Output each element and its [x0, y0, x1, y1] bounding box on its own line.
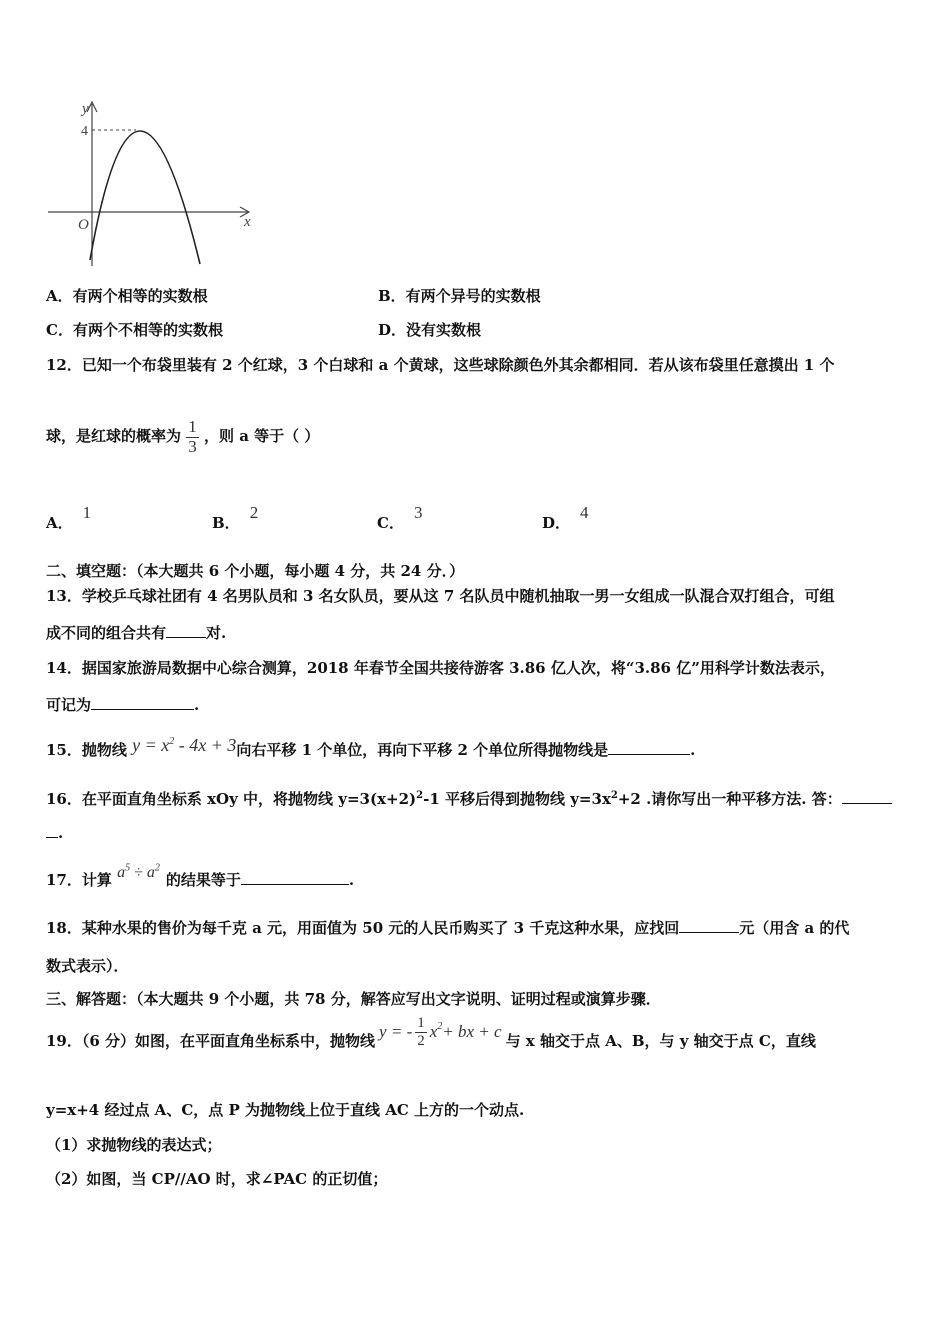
- q17-exp-a: 5: [125, 862, 131, 874]
- q12-option-a-label: A．: [46, 514, 73, 532]
- q15-formula: [132, 735, 236, 755]
- q19-formula-x: x: [429, 1022, 438, 1041]
- q17-answer-blank[interactable]: [241, 870, 349, 885]
- origin-label: O: [78, 217, 89, 233]
- q14-answer-blank[interactable]: [91, 695, 194, 710]
- q15-formula-exp: 2: [169, 736, 175, 747]
- q12-option-d-label: D．: [542, 514, 571, 532]
- q14-line2-prefix: 可记为: [46, 696, 92, 714]
- q18-answer-blank[interactable]: [679, 918, 739, 933]
- q12-line1: 12．已知一个布袋里装有 2 个红球，3 个白球和 a 个黄球，这些球除颜色外其余都相同．若从该布袋里任意摸出 1 个: [46, 356, 835, 374]
- q13-line1: 13．学校乒乓球社团有 4 名男队员和 3 名女队员，要从这 7 名队员中随机抽取一男一女组成一队混合双打组合，可组: [46, 587, 835, 605]
- q19-part1: （1）求抛物线的表达式；: [46, 1136, 222, 1154]
- q13-line2-suffix: 对.: [206, 624, 227, 642]
- q17-formula: [117, 864, 160, 881]
- q16-answer-blank-cont[interactable]: [46, 823, 58, 838]
- q12-option-c-value: 3: [413, 503, 423, 522]
- q17-prefix: 17．计算: [46, 871, 112, 889]
- section-2-heading: 二、填空题：（本大题共 6 个小题，每小题 4 分，共 24 分．）: [46, 562, 465, 580]
- q17-formula-op: ÷ a: [130, 864, 155, 881]
- q17-line: [46, 862, 355, 890]
- q19-suffix: 与 x 轴交于点 A、B，与 y 轴交于点 C，直线: [505, 1031, 816, 1050]
- q19-formula-y: y = -: [379, 1022, 413, 1041]
- q19-formula: [379, 1015, 502, 1049]
- q11-option-a: A．有两个相等的实数根: [46, 287, 208, 305]
- q15-suffix: .: [690, 741, 696, 759]
- q12-option-d-value: 4: [580, 503, 589, 522]
- q18-line1-prefix: 18．某种水果的售价为每千克 a 元，用面值为 50 元的人民币购买了 3 千克这种水果，应找回: [46, 919, 680, 937]
- q15-formula-pre: y = x: [132, 735, 170, 755]
- q18-line1: [46, 917, 849, 938]
- q13-answer-blank[interactable]: [166, 623, 206, 638]
- parabola-graph: [44, 98, 264, 270]
- q16-line2-suffix: .: [58, 824, 64, 842]
- q16-text-b: -1 平移后得到抛物线 y=3x: [423, 790, 611, 808]
- q11-option-c: C．有两个不相等的实数根: [46, 321, 223, 339]
- q16-line2: [46, 823, 63, 842]
- section-3-heading: 三、解答题：（本大题共 9 个小题，共 78 分，解答应写出文字说明、证明过程或演算步骤．: [46, 990, 661, 1008]
- fraction-denominator: 3: [188, 436, 197, 456]
- q19-line1: [46, 1017, 816, 1063]
- q18-line1-suffix: 元（用含 a 的代: [739, 919, 850, 937]
- q16-answer-blank[interactable]: [842, 789, 892, 804]
- y-axis-label: y: [82, 101, 89, 117]
- q18-line2: 数式表示）．: [46, 957, 129, 975]
- q19-prefix: 19．（6 分）如图，在平面直角坐标系中，抛物线: [46, 1031, 376, 1050]
- q12-option-d: [542, 503, 589, 533]
- q15-answer-blank[interactable]: [608, 740, 690, 755]
- q12-line2-suffix: ，则 a 等于（ ）: [203, 427, 320, 446]
- q12-option-a-value: 1: [82, 503, 92, 522]
- q12-option-c-label: C．: [377, 514, 404, 532]
- q19-formula-rest: + bx + c: [442, 1022, 502, 1041]
- q12-line2-prefix: 球，是红球的概率为: [46, 427, 182, 446]
- q14-line1: 14．据国家旅游局数据中心综合测算，2018 年春节全国共接待游客 3.86 亿人次，将“3.86 亿”用科学计数法表示，: [46, 659, 835, 677]
- fraction-numerator: 1: [188, 417, 197, 436]
- q13-line2-prefix: 成不同的组合共有: [46, 624, 167, 642]
- x-axis-label: x: [244, 214, 251, 230]
- q12-option-a: [46, 503, 92, 533]
- q14-line2-suffix: .: [194, 696, 200, 714]
- q17-suffix: .: [348, 871, 355, 889]
- q19-line2: y=x+4 经过点 A、C，点 P 为抛物线上位于直线 AC 上方的一个动点.: [46, 1101, 525, 1119]
- peak-value-label: 4: [81, 124, 88, 139]
- q12-option-b-value: 2: [249, 503, 259, 522]
- q16-exp2: 2: [610, 790, 618, 801]
- q16-exp1: 2: [416, 790, 424, 801]
- q17-formula-a: a: [117, 864, 126, 881]
- q17-exp-b: 2: [154, 862, 160, 874]
- q15-middle: 向右平移 1 个单位，再向下平移 2 个单位所得抛物线是: [236, 741, 609, 759]
- q15-line: [46, 735, 696, 760]
- q16-text-a: 16．在平面直角坐标系 xOy 中，将抛物线 y=3(x+2): [46, 790, 417, 808]
- q16-text-c: +2 .请你写出一种平移方法. 答：: [617, 790, 842, 808]
- q19-fraction-num: 1: [417, 1015, 425, 1031]
- q11-option-d: D．没有实数根: [378, 321, 482, 339]
- q19-formula-exp: 2: [437, 1020, 443, 1032]
- q12-option-b: [212, 503, 259, 533]
- q16-line1: [46, 788, 892, 809]
- q14-line2: [46, 694, 199, 715]
- q19-part2: （2）如图，当 CP//AO 时，求∠PAC 的正切值；: [46, 1170, 388, 1188]
- q17-middle: 的结果等于: [165, 871, 241, 889]
- q13-line2: [46, 622, 226, 643]
- q12-line2: [46, 418, 319, 456]
- q15-formula-post: - 4x + 3: [174, 735, 237, 755]
- q12-option-c: [377, 503, 423, 533]
- q19-formula-fraction: [415, 1015, 427, 1049]
- parabola-curve: [90, 131, 200, 264]
- q15-prefix: 15．抛物线: [46, 741, 127, 759]
- q11-option-b: B．有两个异号的实数根: [378, 287, 541, 305]
- q19-fraction-den: 2: [417, 1032, 425, 1049]
- q12-option-b-label: B．: [212, 514, 240, 532]
- probability-fraction: [186, 418, 199, 456]
